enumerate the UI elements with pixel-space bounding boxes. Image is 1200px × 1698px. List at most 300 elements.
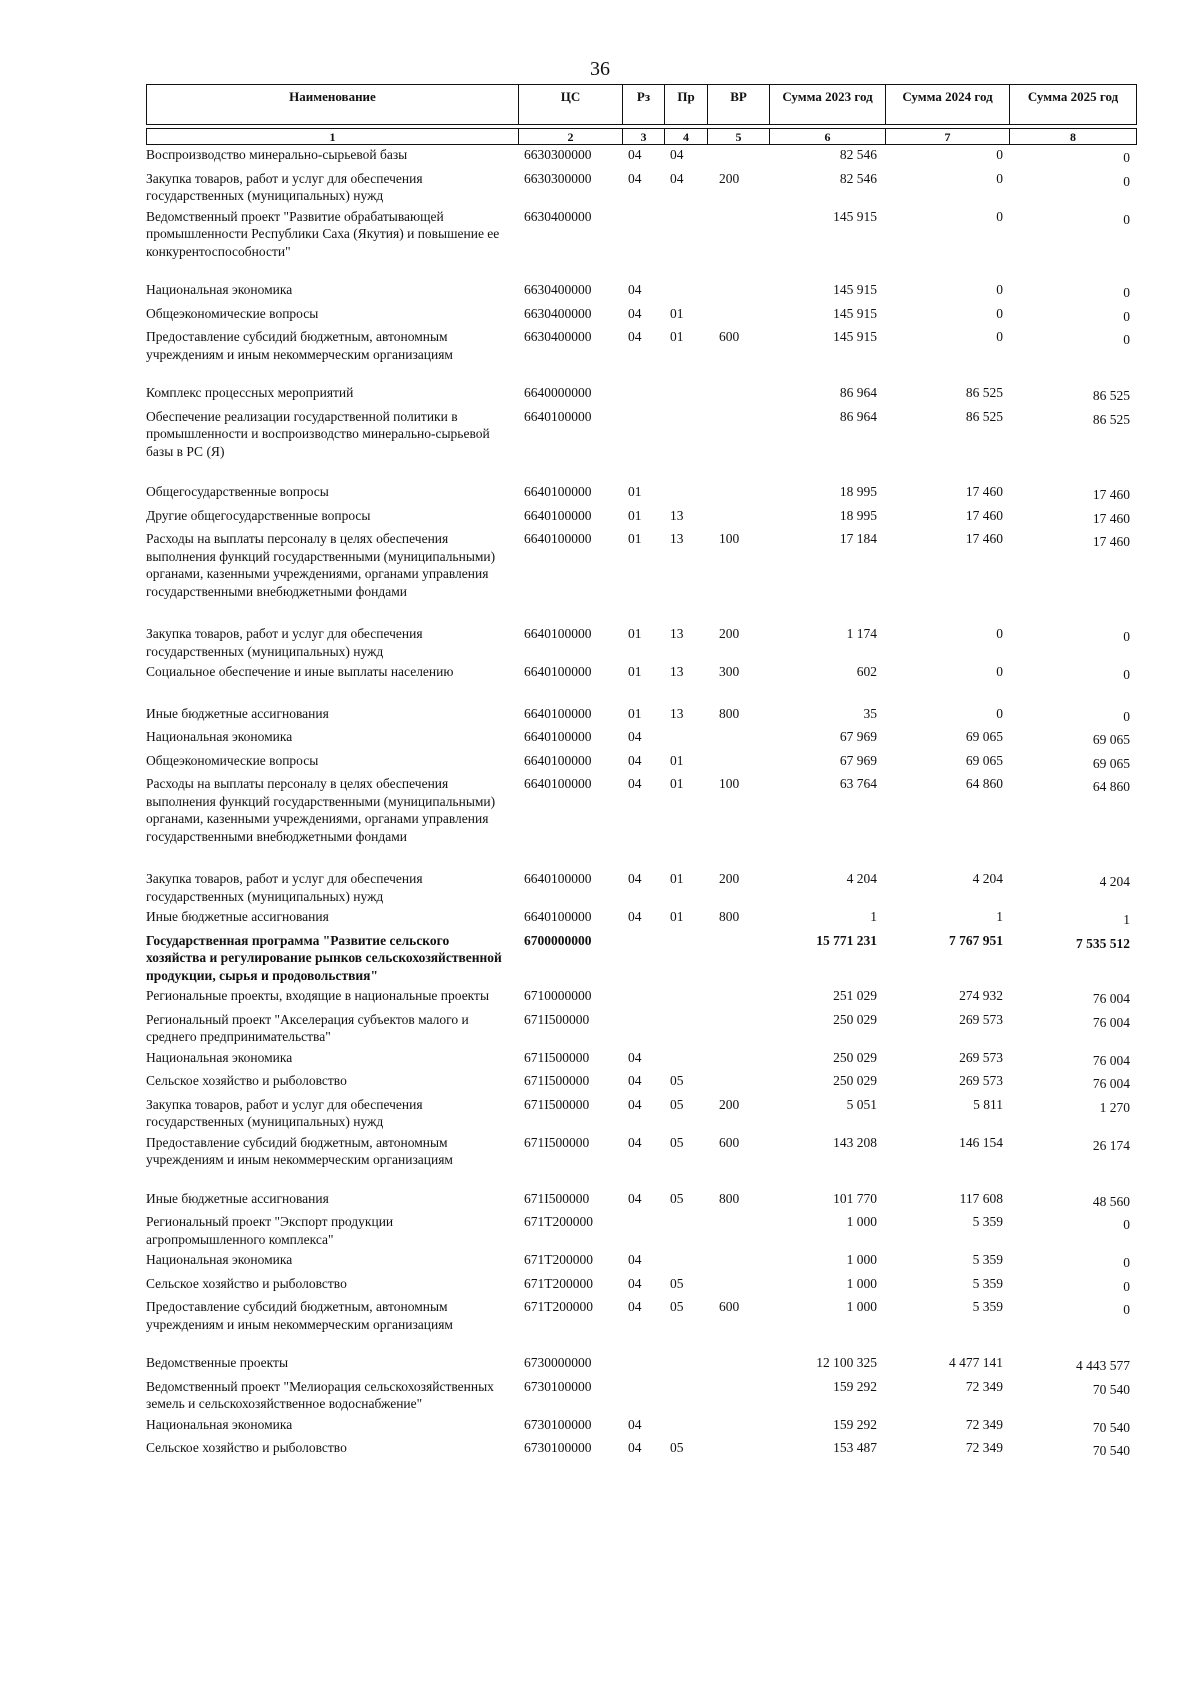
row-rz: 01 xyxy=(628,531,642,546)
header-sum-2023: Сумма 2023 год xyxy=(770,85,886,125)
row-vr xyxy=(707,1415,769,1439)
row-sum-2024: 269 573 xyxy=(959,1073,1003,1088)
row-pr: 05 xyxy=(670,1190,684,1206)
row-vr: 600 xyxy=(719,329,740,344)
row-sum-2023: 145 915 xyxy=(833,329,877,344)
row-sum-2025: 76 004 xyxy=(1092,1076,1130,1091)
row-rz: 04 xyxy=(628,282,642,297)
row-name: Иные бюджетные ассигнования xyxy=(146,1190,329,1206)
row-sum-2023: 18 995 xyxy=(839,484,877,499)
row-sum-2023: 159 292 xyxy=(833,1416,877,1432)
row-rz xyxy=(622,407,664,483)
table-row xyxy=(146,506,1136,530)
row-cs: 671T200000 xyxy=(524,1252,593,1267)
row-sum-2025: 86 525 xyxy=(1092,411,1130,427)
table-row xyxy=(146,1353,1136,1377)
row-sum-2023: 250 029 xyxy=(833,1011,877,1027)
row-sum-2024: 0 xyxy=(996,626,1003,641)
row-sum-2025: 0 xyxy=(1123,629,1130,644)
row-sum-2025: 0 xyxy=(1123,332,1130,347)
row-vr xyxy=(707,1438,769,1462)
row-rz xyxy=(622,986,664,1010)
row-name: Ведомственные проекты xyxy=(146,1355,289,1370)
row-rz xyxy=(622,383,664,407)
row-sum-2024: 86 525 xyxy=(965,408,1003,424)
table-body xyxy=(146,145,1136,1462)
row-sum-2023: 82 546 xyxy=(839,147,877,162)
row-vr xyxy=(707,1010,769,1048)
row-rz: 04 xyxy=(628,1049,642,1065)
header-num-8: 8 xyxy=(1010,129,1137,145)
row-name: Воспроизводство минерально-сырьевой базы xyxy=(146,147,408,162)
row-sum-2024: 17 460 xyxy=(965,531,1003,546)
row-vr xyxy=(707,1274,769,1298)
row-vr xyxy=(707,506,769,530)
row-rz: 04 xyxy=(628,1190,642,1206)
table-row xyxy=(146,907,1136,931)
row-pr xyxy=(664,1010,707,1048)
row-rz xyxy=(622,1010,664,1048)
table-row xyxy=(146,383,1136,407)
row-cs: 6640100000 xyxy=(524,776,592,791)
row-rz xyxy=(622,1353,664,1377)
table-row xyxy=(146,1133,1136,1189)
row-sum-2024: 69 065 xyxy=(965,752,1003,768)
row-sum-2024: 269 573 xyxy=(959,1011,1003,1027)
row-cs: 671I500000 xyxy=(524,1049,590,1065)
row-vr xyxy=(707,986,769,1010)
row-name: Региональные проекты, входящие в национальные проекты xyxy=(146,988,490,1003)
table-row xyxy=(146,145,1136,169)
row-sum-2025: 7 535 512 xyxy=(1076,935,1130,951)
row-rz: 04 xyxy=(628,871,642,886)
row-cs: 6640100000 xyxy=(524,752,592,768)
row-pr xyxy=(664,1353,707,1377)
table-row xyxy=(146,624,1136,662)
row-name: Общеэкономические вопросы xyxy=(146,305,319,321)
row-pr: 01 xyxy=(670,752,684,768)
row-name: Общеэкономические вопросы xyxy=(146,752,319,768)
row-pr: 01 xyxy=(670,776,684,791)
row-sum-2023: 1 000 xyxy=(846,1275,877,1291)
row-sum-2025: 70 540 xyxy=(1092,1419,1130,1435)
row-name: Иные бюджетные ассигнования xyxy=(146,909,329,924)
row-sum-2025: 0 xyxy=(1123,1217,1130,1232)
row-sum-2024: 17 460 xyxy=(965,507,1003,523)
row-name: Закупка товаров, работ и услуг для обеспечения государственных (муниципальных) нужд xyxy=(146,626,423,659)
row-sum-2023: 17 184 xyxy=(839,531,877,546)
row-vr: 200 xyxy=(719,1096,740,1112)
header-vr: ВР xyxy=(708,85,770,125)
table-row xyxy=(146,207,1136,281)
row-vr: 200 xyxy=(719,871,740,886)
row-rz: 04 xyxy=(628,1275,642,1291)
header-sum-2024: Сумма 2024 год xyxy=(886,85,1010,125)
row-pr: 05 xyxy=(670,1096,684,1112)
row-pr: 05 xyxy=(670,1073,684,1088)
row-vr xyxy=(707,727,769,751)
header-rz: Рз xyxy=(623,85,665,125)
table-row xyxy=(146,1071,1136,1095)
row-sum-2023: 143 208 xyxy=(833,1134,877,1150)
row-sum-2023: 86 964 xyxy=(839,385,877,400)
row-cs: 6730100000 xyxy=(524,1378,592,1394)
row-pr xyxy=(664,1377,707,1415)
row-pr xyxy=(664,1048,707,1072)
row-name: Другие общегосударственные вопросы xyxy=(146,507,371,523)
row-vr: 100 xyxy=(719,531,740,546)
row-name: Сельское хозяйство и рыболовство xyxy=(146,1073,347,1088)
row-cs: 6730100000 xyxy=(524,1440,592,1455)
row-sum-2025: 69 065 xyxy=(1092,732,1130,747)
table-row xyxy=(146,327,1136,383)
row-pr: 13 xyxy=(670,626,684,641)
row-vr xyxy=(707,383,769,407)
row-pr xyxy=(664,727,707,751)
row-rz: 04 xyxy=(628,305,642,321)
row-vr: 100 xyxy=(719,776,740,791)
row-vr xyxy=(707,1377,769,1415)
row-rz: 04 xyxy=(628,776,642,791)
table-row xyxy=(146,407,1136,483)
row-pr: 13 xyxy=(670,507,684,523)
row-sum-2024: 17 460 xyxy=(965,484,1003,499)
header-name: Наименование xyxy=(147,85,519,125)
row-cs: 6640100000 xyxy=(524,531,592,546)
row-sum-2024: 69 065 xyxy=(965,729,1003,744)
row-vr: 600 xyxy=(719,1299,740,1314)
row-sum-2025: 0 xyxy=(1123,667,1130,682)
row-cs: 6630300000 xyxy=(524,170,592,186)
header-num-6: 6 xyxy=(770,129,886,145)
row-sum-2023: 15 771 231 xyxy=(816,932,877,948)
row-cs: 6630400000 xyxy=(524,208,592,224)
row-sum-2024: 5 359 xyxy=(972,1252,1003,1267)
row-sum-2025: 48 560 xyxy=(1092,1193,1130,1209)
row-vr: 200 xyxy=(719,626,740,641)
row-name: Закупка товаров, работ и услуг для обеспечения государственных (муниципальных) нужд xyxy=(146,1096,423,1129)
row-rz: 01 xyxy=(628,507,642,523)
row-sum-2025: 4 204 xyxy=(1099,874,1130,889)
row-rz: 01 xyxy=(628,484,642,499)
row-sum-2023: 82 546 xyxy=(839,170,877,186)
table-row xyxy=(146,1048,1136,1072)
row-name: Закупка товаров, работ и услуг для обеспечения государственных (муниципальных) нужд xyxy=(146,871,423,904)
row-sum-2023: 18 995 xyxy=(839,507,877,523)
row-sum-2025: 0 xyxy=(1123,1255,1130,1270)
row-sum-2023: 67 969 xyxy=(839,729,877,744)
row-pr xyxy=(664,280,707,304)
row-vr xyxy=(707,304,769,328)
row-sum-2024: 5 359 xyxy=(972,1214,1003,1229)
row-cs: 671T200000 xyxy=(524,1275,593,1291)
row-cs: 671I500000 xyxy=(524,1073,590,1088)
row-sum-2024: 0 xyxy=(996,282,1003,297)
row-pr xyxy=(664,207,707,281)
row-sum-2024: 146 154 xyxy=(959,1134,1003,1150)
row-rz: 04 xyxy=(628,147,642,162)
row-name: Предоставление субсидий бюджетным, автономным учреждениям и иным некоммерческим организациям xyxy=(146,1299,453,1332)
table-row xyxy=(146,304,1136,328)
table-row xyxy=(146,662,1136,704)
row-sum-2025: 0 xyxy=(1123,211,1130,227)
table-row xyxy=(146,169,1136,207)
row-pr: 04 xyxy=(670,170,684,186)
page-number: 36 xyxy=(590,58,610,80)
row-name: Ведомственный проект "Развитие обрабатывающей промышленности Республики Саха (Якутия) и повышение ее конкурентоспособности" xyxy=(146,208,500,259)
table-row xyxy=(146,1438,1136,1462)
row-cs: 6630400000 xyxy=(524,329,592,344)
row-pr: 13 xyxy=(670,705,684,721)
row-sum-2025: 17 460 xyxy=(1092,510,1130,526)
row-sum-2023: 1 000 xyxy=(846,1299,877,1314)
row-sum-2024: 269 573 xyxy=(959,1049,1003,1065)
row-vr xyxy=(707,145,769,169)
row-sum-2023: 1 000 xyxy=(846,1214,877,1229)
row-rz: 04 xyxy=(628,1416,642,1432)
table-row xyxy=(146,1010,1136,1048)
row-sum-2024: 0 xyxy=(996,329,1003,344)
row-rz: 01 xyxy=(628,664,642,679)
row-rz: 04 xyxy=(628,1299,642,1314)
header-cs: ЦС xyxy=(519,85,623,125)
row-sum-2024: 64 860 xyxy=(965,776,1003,791)
row-rz: 04 xyxy=(628,329,642,344)
row-sum-2023: 153 487 xyxy=(833,1440,877,1455)
row-vr xyxy=(707,1250,769,1274)
row-cs: 6640100000 xyxy=(524,626,592,641)
row-name: Расходы на выплаты персоналу в целях обеспечения выполнения функций государственными (муниципальными) органами, казенными учреждениями, органами управления государственными внебюджетными фондами xyxy=(146,531,496,599)
row-name: Региональный проект "Акселерация субъектов малого и среднего предпринимательства" xyxy=(146,1011,469,1044)
table-row xyxy=(146,1189,1136,1213)
row-sum-2024: 274 932 xyxy=(959,988,1003,1003)
row-sum-2025: 17 460 xyxy=(1092,487,1130,502)
row-sum-2024: 117 608 xyxy=(959,1190,1003,1206)
row-name: Обеспечение реализации государственной политики в промышленности и воспроизводство минерально-сырьевой базы в РС (Я) xyxy=(146,408,490,459)
row-sum-2023: 4 204 xyxy=(846,871,877,886)
row-sum-2024: 72 349 xyxy=(965,1378,1003,1394)
header-num-1: 1 xyxy=(147,129,519,145)
row-pr xyxy=(664,1250,707,1274)
row-sum-2024: 5 359 xyxy=(972,1275,1003,1291)
row-cs: 6640100000 xyxy=(524,871,592,886)
row-name: Национальная экономика xyxy=(146,729,293,744)
table-row xyxy=(146,986,1136,1010)
row-sum-2024: 4 204 xyxy=(972,871,1003,886)
table-row xyxy=(146,727,1136,751)
row-pr xyxy=(664,383,707,407)
row-cs: 6640100000 xyxy=(524,484,592,499)
table-row xyxy=(146,704,1136,728)
row-pr xyxy=(664,1415,707,1439)
row-sum-2023: 35 xyxy=(863,705,877,721)
row-sum-2024: 7 767 951 xyxy=(949,932,1003,948)
row-sum-2025: 86 525 xyxy=(1092,388,1130,403)
row-sum-2023: 67 969 xyxy=(839,752,877,768)
row-sum-2024: 0 xyxy=(996,664,1003,679)
row-rz xyxy=(622,1212,664,1250)
row-vr: 200 xyxy=(719,170,740,186)
row-cs: 671I500000 xyxy=(524,1011,590,1027)
table-row xyxy=(146,774,1136,869)
row-vr: 800 xyxy=(719,909,740,924)
row-pr: 05 xyxy=(670,1440,684,1455)
row-rz: 04 xyxy=(628,729,642,744)
row-sum-2025: 0 xyxy=(1123,308,1130,324)
row-cs: 6630400000 xyxy=(524,282,592,297)
table-row xyxy=(146,1274,1136,1298)
row-pr: 01 xyxy=(670,329,684,344)
row-sum-2025: 76 004 xyxy=(1092,1014,1130,1030)
row-pr: 01 xyxy=(670,305,684,321)
row-name: Национальная экономика xyxy=(146,1416,293,1432)
row-vr xyxy=(707,1048,769,1072)
row-pr xyxy=(664,986,707,1010)
row-sum-2024: 0 xyxy=(996,705,1003,721)
row-pr xyxy=(664,931,707,987)
row-sum-2023: 251 029 xyxy=(833,988,877,1003)
row-rz: 01 xyxy=(628,626,642,641)
header-sum-2025: Сумма 2025 год xyxy=(1010,85,1137,125)
row-cs: 6640000000 xyxy=(524,385,592,400)
row-sum-2025: 0 xyxy=(1123,150,1130,165)
row-sum-2023: 86 964 xyxy=(839,408,877,424)
row-pr xyxy=(664,482,707,506)
row-sum-2025: 69 065 xyxy=(1092,755,1130,771)
row-sum-2023: 1 xyxy=(870,909,877,924)
row-name: Сельское хозяйство и рыболовство xyxy=(146,1275,347,1291)
row-sum-2025: 17 460 xyxy=(1092,534,1130,549)
row-sum-2025: 1 270 xyxy=(1099,1099,1130,1115)
row-sum-2025: 76 004 xyxy=(1092,991,1130,1006)
row-vr xyxy=(707,931,769,987)
row-cs: 671T200000 xyxy=(524,1214,593,1229)
row-cs: 6640100000 xyxy=(524,705,592,721)
row-cs: 6640100000 xyxy=(524,729,592,744)
table-row xyxy=(146,751,1136,775)
row-pr: 13 xyxy=(670,531,684,546)
header-num-5: 5 xyxy=(708,129,770,145)
table-row xyxy=(146,1377,1136,1415)
row-pr: 05 xyxy=(670,1275,684,1291)
row-cs: 6730100000 xyxy=(524,1416,592,1432)
row-cs: 6640100000 xyxy=(524,664,592,679)
row-name: Социальное обеспечение и иные выплаты населению xyxy=(146,664,454,679)
row-sum-2025: 0 xyxy=(1123,1278,1130,1294)
row-vr xyxy=(707,1071,769,1095)
row-cs: 6710000000 xyxy=(524,988,592,1003)
row-vr: 800 xyxy=(719,705,740,721)
row-sum-2025: 70 540 xyxy=(1092,1381,1130,1397)
row-cs: 6630300000 xyxy=(524,147,592,162)
row-sum-2025: 4 443 577 xyxy=(1076,1358,1130,1373)
header-pr: Пр xyxy=(665,85,708,125)
row-vr xyxy=(707,1353,769,1377)
table-row xyxy=(146,1095,1136,1133)
row-cs: 671I500000 xyxy=(524,1190,590,1206)
row-sum-2025: 1 xyxy=(1123,912,1130,927)
row-sum-2024: 4 477 141 xyxy=(949,1355,1003,1370)
row-pr: 04 xyxy=(670,147,684,162)
row-name: Ведомственный проект "Мелиорация сельскохозяйственных земель и сельскохозяйственное водоснабжение" xyxy=(146,1378,494,1411)
row-sum-2023: 159 292 xyxy=(833,1378,877,1394)
header-num-2: 2 xyxy=(519,129,623,145)
row-pr: 01 xyxy=(670,909,684,924)
table-row xyxy=(146,1415,1136,1439)
row-rz: 04 xyxy=(628,752,642,768)
row-name: Сельское хозяйство и рыболовство xyxy=(146,1440,347,1455)
row-sum-2024: 5 811 xyxy=(973,1096,1003,1112)
row-sum-2025: 0 xyxy=(1123,1302,1130,1317)
row-sum-2025: 64 860 xyxy=(1092,779,1130,794)
table-row xyxy=(146,482,1136,506)
row-cs: 6730000000 xyxy=(524,1355,592,1370)
table-row xyxy=(146,280,1136,304)
row-sum-2023: 63 764 xyxy=(839,776,877,791)
header-num-7: 7 xyxy=(886,129,1010,145)
row-cs: 6630400000 xyxy=(524,305,592,321)
row-sum-2023: 5 051 xyxy=(846,1096,877,1112)
row-vr: 300 xyxy=(719,664,740,679)
row-rz: 04 xyxy=(628,1440,642,1455)
row-sum-2023: 145 915 xyxy=(833,282,877,297)
row-vr: 800 xyxy=(719,1190,740,1206)
row-sum-2024: 0 xyxy=(996,305,1003,321)
row-cs: 671I500000 xyxy=(524,1134,590,1150)
row-rz: 04 xyxy=(628,170,642,186)
row-cs: 671I500000 xyxy=(524,1096,590,1112)
row-name: Национальная экономика xyxy=(146,1049,293,1065)
row-sum-2025: 76 004 xyxy=(1092,1052,1130,1068)
row-name: Иные бюджетные ассигнования xyxy=(146,705,329,721)
row-vr xyxy=(707,1212,769,1250)
row-cs: 6640100000 xyxy=(524,507,592,523)
row-name: Предоставление субсидий бюджетным, автономным учреждениям и иным некоммерческим организациям xyxy=(146,329,453,362)
row-sum-2024: 0 xyxy=(996,208,1003,224)
row-name: Национальная экономика xyxy=(146,1252,293,1267)
header-num-3: 3 xyxy=(623,129,665,145)
table-row xyxy=(146,529,1136,624)
row-sum-2025: 70 540 xyxy=(1092,1443,1130,1458)
row-rz: 04 xyxy=(628,1096,642,1112)
row-cs: 6640100000 xyxy=(524,408,592,424)
row-rz: 04 xyxy=(628,1134,642,1150)
table-row xyxy=(146,1250,1136,1274)
row-pr: 05 xyxy=(670,1134,684,1150)
row-sum-2025: 0 xyxy=(1123,173,1130,189)
row-sum-2024: 72 349 xyxy=(965,1416,1003,1432)
row-cs: 6700000000 xyxy=(524,932,592,948)
row-vr xyxy=(707,280,769,304)
row-cs: 6640100000 xyxy=(524,909,592,924)
row-sum-2025: 0 xyxy=(1123,708,1130,724)
row-name: Комплекс процессных мероприятий xyxy=(146,385,354,400)
row-pr: 05 xyxy=(670,1299,684,1314)
row-rz xyxy=(622,931,664,987)
row-vr xyxy=(707,482,769,506)
row-name: Предоставление субсидий бюджетным, автономным учреждениям и иным некоммерческим организациям xyxy=(146,1134,453,1167)
row-sum-2023: 250 029 xyxy=(833,1049,877,1065)
row-vr xyxy=(707,751,769,775)
row-vr xyxy=(707,207,769,281)
row-name: Региональный проект "Экспорт продукции агропромышленного комплекса" xyxy=(146,1214,394,1247)
table-row xyxy=(146,869,1136,907)
row-sum-2024: 0 xyxy=(996,147,1003,162)
row-rz xyxy=(622,1377,664,1415)
row-name: Национальная экономика xyxy=(146,282,293,297)
table-header xyxy=(146,84,1137,145)
row-pr xyxy=(664,407,707,483)
